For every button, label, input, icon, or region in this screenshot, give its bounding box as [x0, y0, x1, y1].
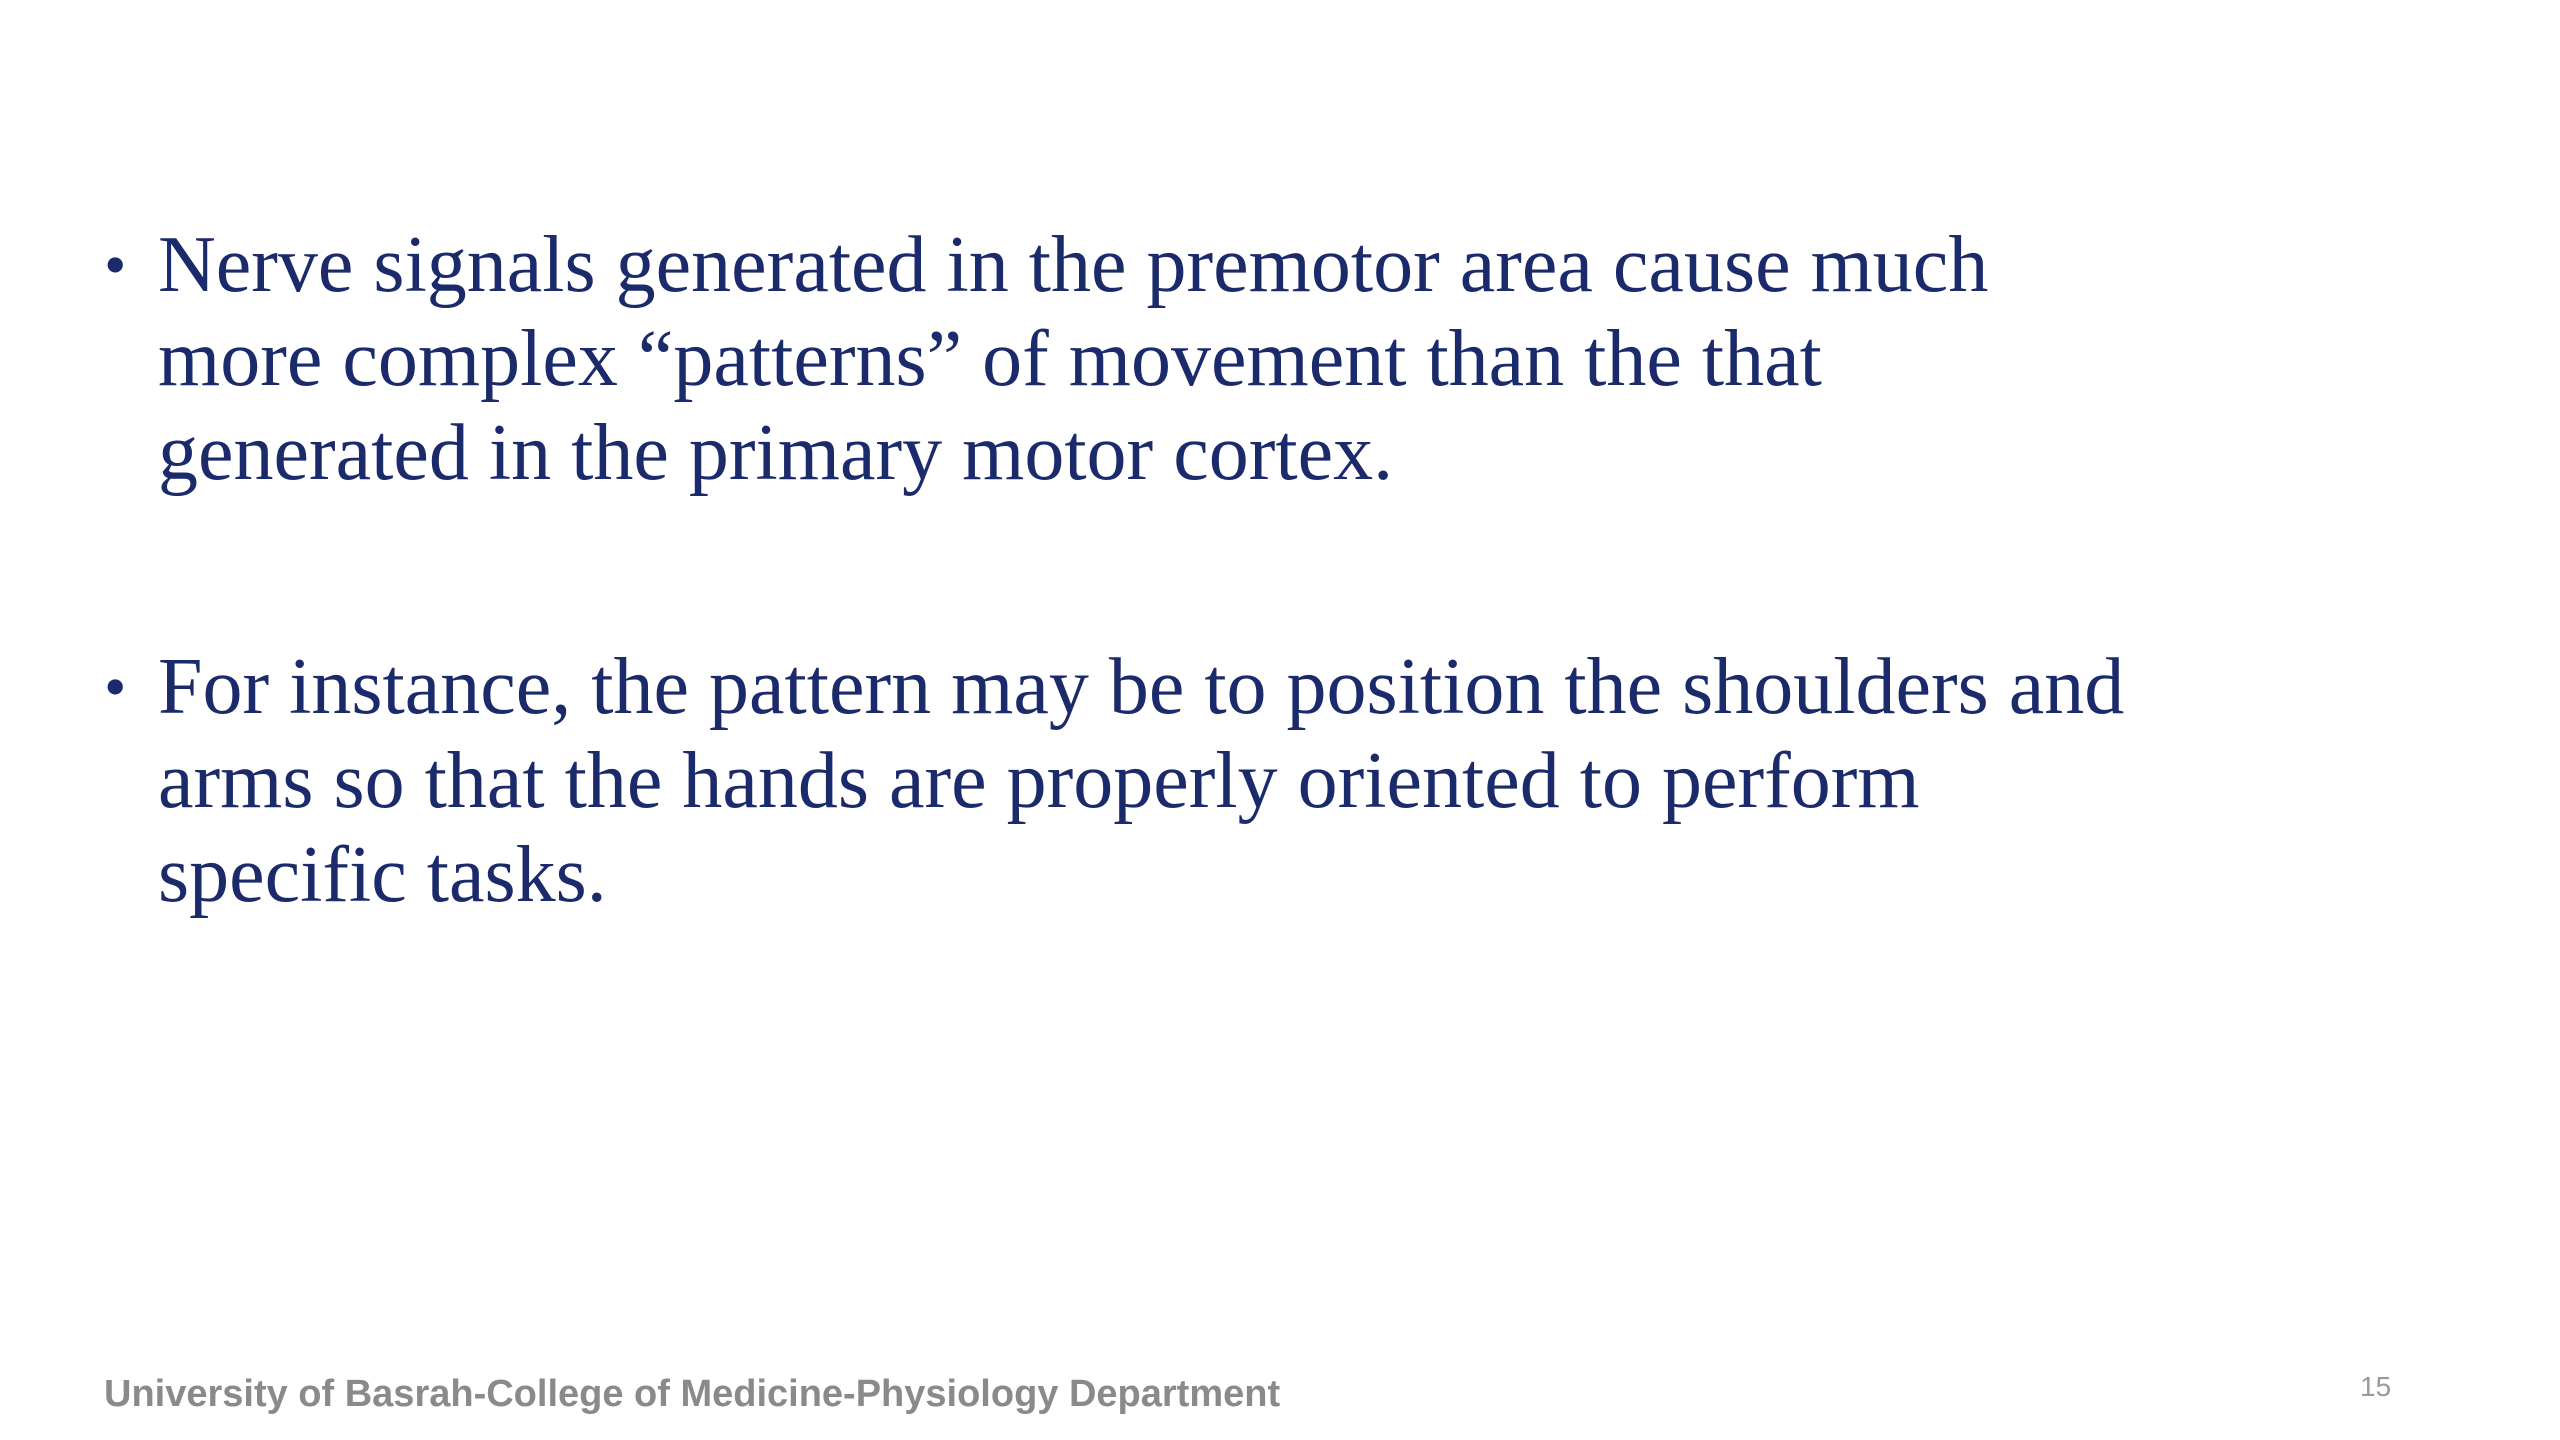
bullet-text: For instance, the pattern may be to position the shoulders and arms so that the hands are properly oriented to perform specific tasks.: [158, 643, 2125, 919]
bullet-list: [104, 218, 2344, 922]
bullet-marker: •: [104, 651, 127, 722]
bullet-text: Nerve signals generated in the premotor area cause much more complex “patterns” of movement than the that generated in the primary motor cortex.: [158, 221, 1989, 497]
footer-institution: University of Basrah-College of Medicine-Physiology Department: [104, 1373, 1281, 1415]
bullet-marker: •: [104, 229, 127, 300]
bullet-item: [104, 218, 2344, 500]
page-number: 15: [2360, 1371, 2392, 1402]
bullet-item: [104, 640, 2344, 922]
